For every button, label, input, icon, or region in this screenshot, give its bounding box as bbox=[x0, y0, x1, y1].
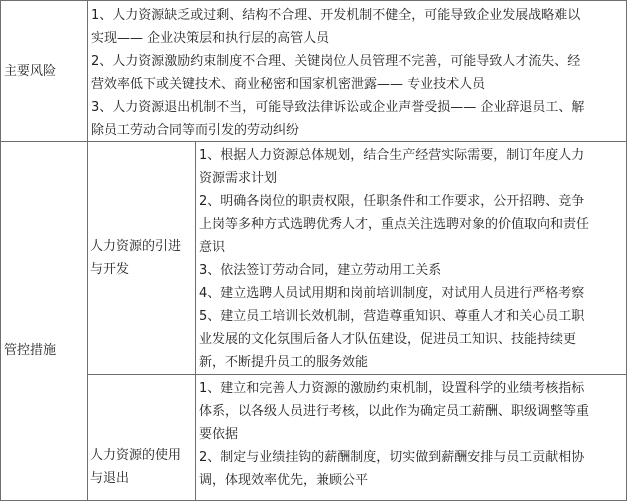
risk-label: 主要风险 bbox=[4, 64, 57, 79]
control-label-cell bbox=[0, 141, 88, 501]
intro-line: 5、建立员工培训长效机制，营造尊重知识、尊重人才和关心员工职 bbox=[199, 309, 585, 324]
usage-line: 调，体现效率优先，兼顾公平 bbox=[199, 473, 369, 488]
intro-line: 2、明确各岗位的职责权限，任职条件和工作要求，公开招聘、竞争 bbox=[199, 194, 585, 209]
intro-label-line: 与开发 bbox=[90, 262, 130, 277]
control-label: 管控措施 bbox=[4, 343, 57, 358]
usage-label-line: 人力资源的使用 bbox=[90, 448, 182, 463]
intro-line: 意识 bbox=[199, 240, 226, 255]
intro-line: 上岗等多种方式选聘优秀人才，重点关注选聘对象的价值取向和责任 bbox=[199, 217, 590, 232]
risk-line: 除员工劳动合同等而引发的劳动纠纷 bbox=[91, 123, 300, 138]
usage-label-line: 与退出 bbox=[90, 471, 130, 486]
intro-line: 3、依法签订劳动合同，建立劳动用工关系 bbox=[199, 263, 442, 278]
usage-line: 要依据 bbox=[199, 427, 239, 442]
risk-line: 3、人力资源退出机制不当，可能导致法律诉讼或企业声誉受损—— 企业辞退员工、解 bbox=[91, 100, 585, 115]
risk-line: 营效率低下或关键技术、商业秘密和国家机密泄露—— 专业技术人员 bbox=[91, 77, 486, 92]
usage-line: 2、制定与业绩挂钩的薪酬制度，切实做到薪酬安排与员工贡献相协 bbox=[199, 450, 585, 465]
usage-line: 体系，以各级人员进行考核，以此作为确定员工薪酬、职级调整等重 bbox=[199, 404, 590, 419]
risk-line: 2、人力资源激励约束制度不合理、关键岗位人员管理不完善，可能导致人才流失、经 bbox=[91, 54, 581, 69]
intro-label-line: 人力资源的引进 bbox=[90, 239, 182, 254]
intro-line: 4、建立选聘人员试用期和岗前培训制度，对试用人员进行严格考察 bbox=[199, 286, 585, 301]
risk-line: 实现—— 企业决策层和执行层的高管人员 bbox=[91, 31, 330, 46]
intro-line: 新，不断提升员工的服务效能 bbox=[199, 355, 369, 370]
risk-line: 1、人力资源缺乏或过剩、结构不合理、开发机制不健全，可能导致企业发展战略难以 bbox=[91, 8, 581, 23]
intro-line: 业发展的文化氛围后备人才队伍建设，促进员工知识、技能持续更 bbox=[199, 332, 577, 347]
usage-line: 1、建立和完善人力资源的激励约束机制，设置科学的业绩考核指标 bbox=[199, 381, 585, 396]
intro-line: 1、根据人力资源总体规划，结合生产经营实际需要，制订年度人力 bbox=[199, 148, 585, 163]
intro-line: 资源需求计划 bbox=[199, 171, 278, 186]
